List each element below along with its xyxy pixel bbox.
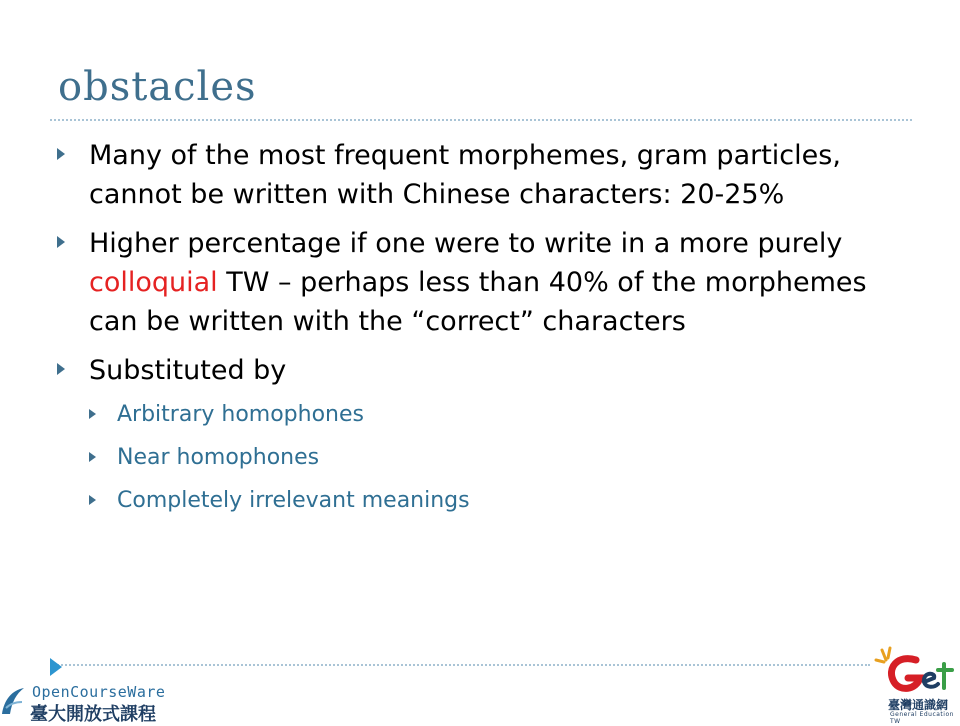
footer-arrow-icon [50,658,62,676]
get-logo-icon [872,646,956,698]
bullet-arrow-icon [57,148,65,160]
bullet-arrow-icon [57,236,65,248]
sub-bullet-text: Arbitrary homophones [117,402,364,427]
bullet-arrow-icon [57,363,65,375]
highlight-word: colloquial [89,267,218,298]
get-logo-english: General Education TW [890,711,954,725]
ocw-logo-icon [0,684,26,718]
title-divider [50,119,912,121]
bullet-list [57,136,917,529]
sub-bullet-text: Completely irrelevant meanings [117,488,470,513]
bullet-text: Substituted by [89,355,287,386]
bullet-item [57,351,917,390]
sub-bullet-arrow-icon [89,495,96,505]
sub-bullet-text: Near homophones [117,445,320,470]
bullet-text-post: TW – perhaps less than 40% of the morphemes can be written with the “correct” characters [89,267,867,337]
ocw-title: OpenCourseWare [32,683,166,701]
footer-divider [50,664,870,666]
sub-bullet-item [57,400,917,430]
bullet-item [57,136,917,214]
get-logo-chinese: 臺灣通識網 [888,698,949,712]
sub-bullet-arrow-icon [89,452,96,462]
sub-bullet-item [57,443,917,473]
sub-bullet-arrow-icon [89,409,96,419]
sub-bullet-item [57,486,917,516]
ocw-subtitle: 臺大開放式課程 [30,704,156,725]
bullet-text-pre: Higher percentage if one were to write in a more purely [89,228,843,259]
slide-title: obstacles [58,64,257,110]
bullet-text: Many of the most frequent morphemes, gram particles, cannot be written with Chinese characters: 20-25% [89,140,841,210]
bullet-item [57,224,917,341]
